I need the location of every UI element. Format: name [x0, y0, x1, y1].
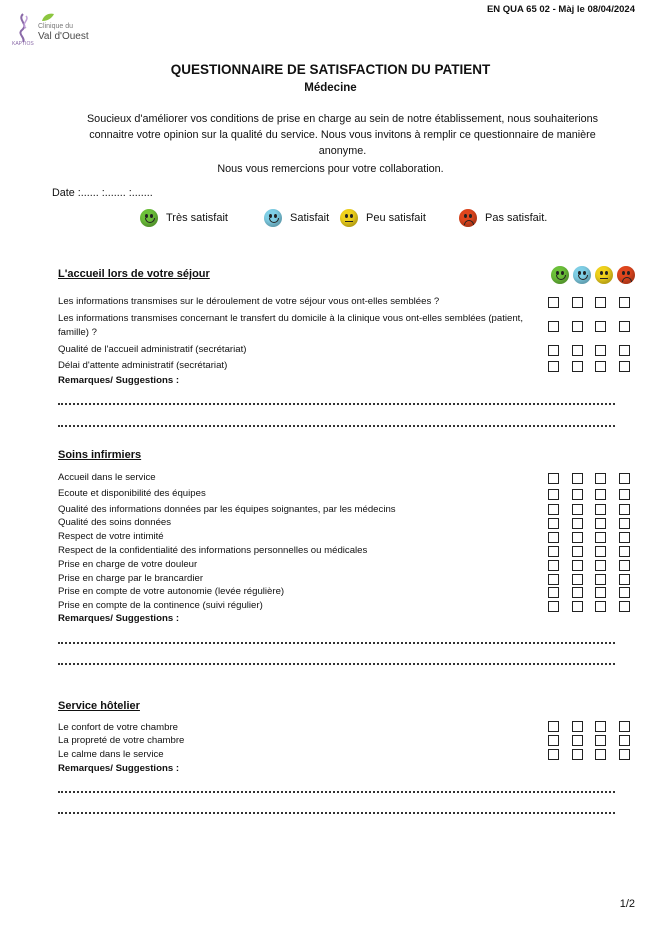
checkbox-not-satisfied[interactable]: [619, 749, 630, 760]
very-satisfied-face-icon: [140, 209, 158, 227]
checkbox-very-satisfied[interactable]: [548, 532, 559, 543]
checkbox-not-satisfied[interactable]: [619, 721, 630, 732]
checkbox-very-satisfied[interactable]: [548, 601, 559, 612]
checkbox-very-satisfied[interactable]: [548, 504, 559, 515]
section-title-accueil: L'accueil lors de votre séjour: [58, 268, 210, 280]
question-text: Qualité de l'accueil administratif (secrétariat): [58, 344, 247, 355]
rating-checkboxes: [548, 504, 630, 515]
very-satisfied-face-icon: [551, 266, 569, 284]
checkbox-little-satisfied[interactable]: [595, 361, 606, 372]
rating-checkboxes: [548, 345, 630, 356]
rating-checkboxes: [548, 321, 630, 332]
checkbox-not-satisfied[interactable]: [619, 601, 630, 612]
checkbox-very-satisfied[interactable]: [548, 546, 559, 557]
checkbox-not-satisfied[interactable]: [619, 504, 630, 515]
checkbox-little-satisfied[interactable]: [595, 321, 606, 332]
checkbox-satisfied[interactable]: [572, 601, 583, 612]
question-text: Respect de votre intimité: [58, 531, 164, 542]
checkbox-not-satisfied[interactable]: [619, 489, 630, 500]
legend-label: Satisfait: [290, 212, 330, 224]
remarks-line[interactable]: [58, 642, 615, 644]
checkbox-satisfied[interactable]: [572, 749, 583, 760]
legend-little-satisfied: [340, 207, 426, 229]
legend-label: Très satisfait: [166, 212, 228, 224]
checkbox-little-satisfied[interactable]: [595, 587, 606, 598]
checkbox-satisfied[interactable]: [572, 504, 583, 515]
checkbox-satisfied[interactable]: [572, 489, 583, 500]
remarks-label: Remarques/ Suggestions :: [58, 375, 180, 386]
legend-satisfied: [264, 207, 329, 229]
remarks-label: Remarques/ Suggestions :: [58, 613, 180, 624]
checkbox-not-satisfied[interactable]: [619, 574, 630, 585]
checkbox-satisfied[interactable]: [572, 345, 583, 356]
satisfied-face-icon: [264, 209, 282, 227]
question-text: Qualité des soins données: [58, 517, 172, 528]
remarks-line[interactable]: [58, 425, 615, 427]
checkbox-little-satisfied[interactable]: [595, 345, 606, 356]
logo-leaf-icon: [40, 12, 56, 23]
not-satisfied-face-icon: [459, 209, 477, 227]
question-text: Prise en charge par le brancardier: [58, 573, 204, 584]
rating-checkboxes: [548, 532, 630, 543]
question-text: Les informations transmises sur le déroulement de votre séjour vous ont-elles semblées ?: [58, 296, 440, 307]
rating-checkboxes: [548, 587, 630, 598]
rating-column-header: [551, 266, 639, 284]
logo-ribbon-icon: [14, 12, 32, 44]
question-text: Les informations transmises concernant le transfert du domicile à la clinique vous ont-elles semblées (patient, famille) ?: [58, 313, 523, 338]
rating-checkboxes: [548, 735, 630, 746]
date-field[interactable]: Date :...... :....... :.......: [52, 187, 153, 199]
question-text: Respect de la confidentialité des informations personnelles ou médicales: [58, 545, 368, 556]
checkbox-little-satisfied[interactable]: [595, 546, 606, 557]
question-text: Accueil dans le service: [58, 472, 156, 483]
checkbox-very-satisfied[interactable]: [548, 587, 559, 598]
rating-checkboxes: [548, 749, 630, 760]
checkbox-very-satisfied[interactable]: [548, 473, 559, 484]
checkbox-little-satisfied[interactable]: [595, 532, 606, 543]
rating-checkboxes: [548, 473, 630, 484]
checkbox-not-satisfied[interactable]: [619, 473, 630, 484]
checkbox-very-satisfied[interactable]: [548, 749, 559, 760]
checkbox-not-satisfied[interactable]: [619, 532, 630, 543]
rating-checkboxes: [548, 601, 630, 612]
rating-checkboxes: [548, 546, 630, 557]
question-text: Prise en charge de votre douleur: [58, 559, 198, 570]
remarks-line[interactable]: [58, 403, 615, 405]
checkbox-little-satisfied[interactable]: [595, 518, 606, 529]
checkbox-little-satisfied[interactable]: [595, 721, 606, 732]
checkbox-very-satisfied[interactable]: [548, 345, 559, 356]
satisfied-face-icon: [573, 266, 591, 284]
question-text: Ecoute et disponibilité des équipes: [58, 488, 206, 499]
remarks-line[interactable]: [58, 812, 615, 814]
checkbox-satisfied[interactable]: [572, 587, 583, 598]
remarks-line[interactable]: [58, 663, 615, 665]
checkbox-not-satisfied[interactable]: [619, 735, 630, 746]
checkbox-very-satisfied[interactable]: [548, 518, 559, 529]
document-reference: EN QUA 65 02 - Màj le 08/04/2024: [486, 4, 635, 15]
checkbox-little-satisfied[interactable]: [595, 601, 606, 612]
checkbox-very-satisfied[interactable]: [548, 297, 559, 308]
checkbox-satisfied[interactable]: [572, 518, 583, 529]
checkbox-satisfied[interactable]: [572, 361, 583, 372]
checkbox-satisfied[interactable]: [572, 574, 583, 585]
checkbox-little-satisfied[interactable]: [595, 473, 606, 484]
section-title-hotelier: Service hôtelier: [58, 700, 140, 712]
page-subtitle: Médecine: [304, 82, 357, 94]
checkbox-not-satisfied[interactable]: [619, 560, 630, 571]
checkbox-very-satisfied[interactable]: [548, 721, 559, 732]
checkbox-satisfied[interactable]: [572, 473, 583, 484]
checkbox-little-satisfied[interactable]: [595, 574, 606, 585]
clinic-logo: [12, 12, 122, 46]
checkbox-very-satisfied[interactable]: [548, 361, 559, 372]
checkbox-satisfied[interactable]: [572, 297, 583, 308]
rating-checkboxes: [548, 518, 630, 529]
question-text: Prise en compte de la continence (suivi régulier): [58, 600, 263, 611]
logo-subtext: KAPTIOS: [12, 41, 34, 47]
legend-label: Pas satisfait.: [485, 212, 548, 224]
legend-label: Peu satisfait: [366, 212, 426, 224]
rating-checkboxes: [548, 574, 630, 585]
checkbox-not-satisfied[interactable]: [619, 361, 630, 372]
checkbox-not-satisfied[interactable]: [619, 518, 630, 529]
page-title: QUESTIONNAIRE DE SATISFACTION DU PATIENT: [170, 62, 491, 77]
thanks-text: Nous vous remercions pour votre collaboration.: [217, 163, 444, 175]
little-satisfied-face-icon: [595, 266, 613, 284]
checkbox-satisfied[interactable]: [572, 532, 583, 543]
checkbox-not-satisfied[interactable]: [619, 321, 630, 332]
logo-line-1: Clinique du: [38, 23, 74, 30]
checkbox-very-satisfied[interactable]: [548, 321, 559, 332]
checkbox-satisfied[interactable]: [572, 735, 583, 746]
question-text: La propreté de votre chambre: [58, 735, 185, 746]
rating-checkboxes: [548, 560, 630, 571]
question-text: Le calme dans le service: [58, 749, 164, 760]
checkbox-satisfied[interactable]: [572, 546, 583, 557]
checkbox-very-satisfied[interactable]: [548, 489, 559, 500]
checkbox-satisfied[interactable]: [572, 560, 583, 571]
legend-not-satisfied: [459, 207, 547, 229]
checkbox-little-satisfied[interactable]: [595, 749, 606, 760]
intro-paragraph: Soucieux d'améliorer vos conditions de prise en charge au sein de notre établissement, nous souhaiterions connaitre votre opinion sur la qualité du service. Nous vous invitons à remplir ce questionnaire de manière anonyme.: [86, 113, 599, 157]
checkbox-satisfied[interactable]: [572, 721, 583, 732]
rating-checkboxes: [548, 361, 630, 372]
rating-checkboxes: [548, 721, 630, 732]
question-text: Délai d'attente administratif (secrétariat): [58, 360, 228, 371]
checkbox-not-satisfied[interactable]: [619, 345, 630, 356]
checkbox-little-satisfied[interactable]: [595, 560, 606, 571]
checkbox-not-satisfied[interactable]: [619, 546, 630, 557]
rating-checkboxes: [548, 489, 630, 500]
checkbox-very-satisfied[interactable]: [548, 574, 559, 585]
not-satisfied-face-icon: [617, 266, 635, 284]
checkbox-little-satisfied[interactable]: [595, 735, 606, 746]
checkbox-satisfied[interactable]: [572, 321, 583, 332]
remarks-label: Remarques/ Suggestions :: [58, 763, 180, 774]
checkbox-not-satisfied[interactable]: [619, 587, 630, 598]
section-title-soins: Soins infirmiers: [58, 449, 142, 461]
checkbox-not-satisfied[interactable]: [619, 297, 630, 308]
rating-checkboxes: [548, 297, 630, 308]
question-text: Le confort de votre chambre: [58, 722, 178, 733]
checkbox-little-satisfied[interactable]: [595, 489, 606, 500]
checkbox-very-satisfied[interactable]: [548, 735, 559, 746]
question-text: Prise en compte de votre autonomie (levée régulière): [58, 586, 285, 597]
little-satisfied-face-icon: [340, 209, 358, 227]
page-number: 1/2: [619, 898, 635, 910]
logo-line-2: Val d'Ouest: [38, 31, 89, 42]
checkbox-little-satisfied[interactable]: [595, 504, 606, 515]
checkbox-little-satisfied[interactable]: [595, 297, 606, 308]
question-text: Qualité des informations données par les équipes soignantes, par les médecins: [58, 504, 396, 515]
remarks-line[interactable]: [58, 791, 615, 793]
legend-very-satisfied: [140, 207, 228, 229]
checkbox-very-satisfied[interactable]: [548, 560, 559, 571]
